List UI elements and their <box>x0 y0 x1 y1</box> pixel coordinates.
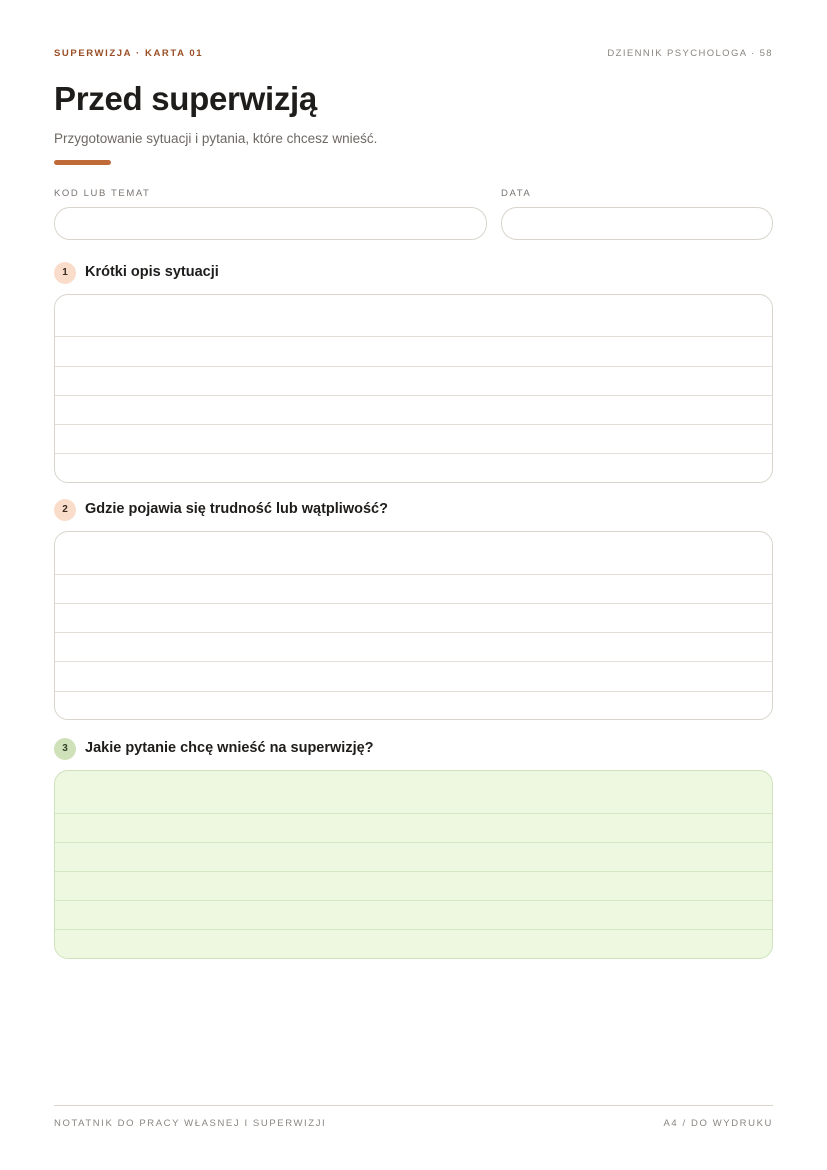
page-title: Przed superwizją <box>54 80 317 117</box>
section-2-title: Gdzie pojawia się trudność lub wątpliwość? <box>85 501 388 517</box>
topic-field-label: KOD LUB TEMAT <box>54 188 151 199</box>
writing-line <box>55 813 772 814</box>
section-1-title: Krótki opis sytuacji <box>85 264 219 280</box>
writing-line <box>55 395 772 396</box>
writing-line <box>55 842 772 843</box>
writing-line <box>55 603 772 604</box>
writing-line <box>55 574 772 575</box>
section-2-number-badge: 2 <box>54 499 76 521</box>
writing-line <box>55 900 772 901</box>
page-subtitle: Przygotowanie sytuacji i pytania, które chcesz wnieść. <box>54 131 378 146</box>
writing-line <box>55 366 772 367</box>
writing-line <box>55 929 772 930</box>
date-field[interactable] <box>501 207 773 240</box>
writing-line <box>55 424 772 425</box>
footer-divider <box>54 1105 773 1106</box>
writing-line <box>55 336 772 337</box>
section-3-header <box>54 738 773 760</box>
topic-field[interactable] <box>54 207 487 240</box>
writing-line <box>55 632 772 633</box>
writing-line <box>55 871 772 872</box>
top-row <box>54 48 773 62</box>
section-1-number-badge: 1 <box>54 262 76 284</box>
section-3-writing-area[interactable] <box>54 770 773 959</box>
journal-page-ref: DZIENNIK PSYCHOLOGA · 58 <box>607 48 773 59</box>
section-1-writing-area[interactable] <box>54 294 773 483</box>
section-1-header <box>54 262 773 284</box>
writing-line <box>55 661 772 662</box>
date-field-label: DATA <box>501 188 532 199</box>
writing-line <box>55 453 772 454</box>
writing-line <box>55 691 772 692</box>
footer-print-format: A4 / DO WYDRUKU <box>663 1118 773 1129</box>
accent-bar <box>54 160 111 165</box>
card-kicker: SUPERWIZJA · KARTA 01 <box>54 48 204 59</box>
section-3-title: Jakie pytanie chcę wnieść na superwizję? <box>85 740 374 756</box>
section-2-writing-area[interactable] <box>54 531 773 720</box>
section-3-number-badge: 3 <box>54 738 76 760</box>
footer-notebook-title: NOTATNIK DO PRACY WŁASNEJ I SUPERWIZJI <box>54 1118 327 1129</box>
section-2-header <box>54 499 773 521</box>
worksheet-page <box>54 0 773 1170</box>
